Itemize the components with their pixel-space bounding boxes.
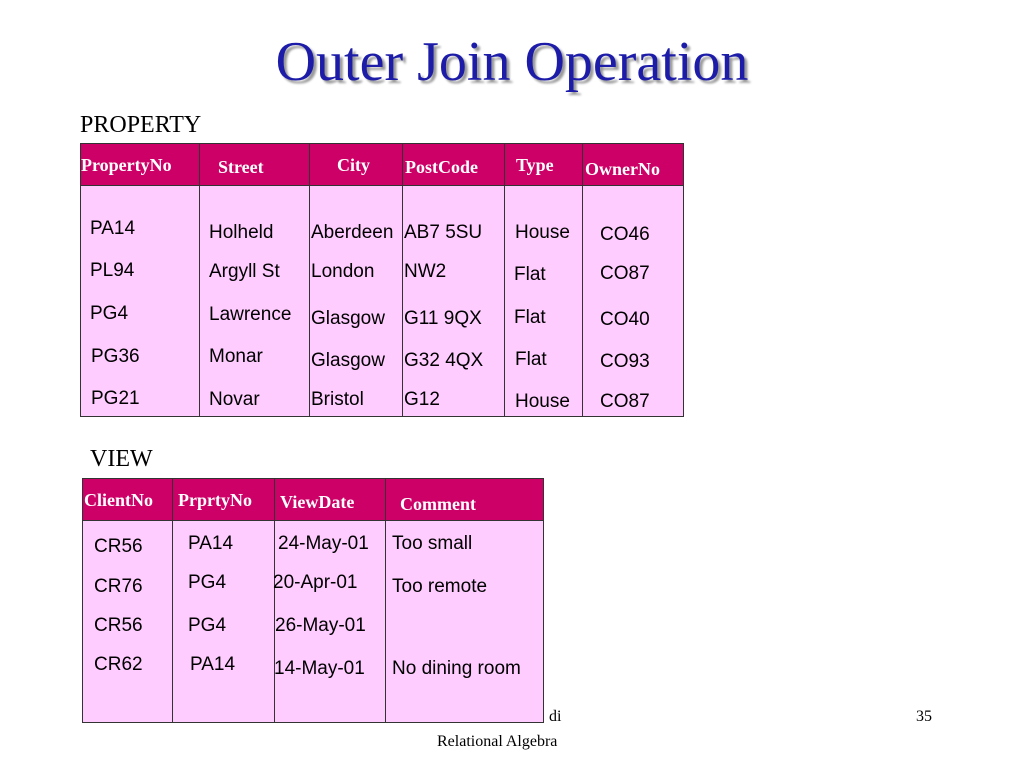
table-cell: PA14: [188, 533, 234, 554]
property-table: [80, 143, 684, 417]
table-cell: CO87: [600, 263, 650, 284]
table-cell: CO40: [600, 309, 650, 330]
table-cell: Glasgow: [311, 350, 385, 371]
table-cell: PG21: [91, 388, 140, 409]
property-col-divider: [199, 143, 200, 417]
footer-title: Relational Algebra: [437, 733, 558, 750]
view-col-divider: [172, 478, 173, 723]
property-col-divider: [309, 143, 310, 417]
table-cell: CO93: [600, 351, 650, 372]
property-caption: PROPERTY: [80, 112, 202, 138]
view-col-divider: [385, 478, 386, 723]
table-cell: PA14: [190, 654, 236, 675]
view-caption: VIEW: [90, 446, 153, 472]
view-table: [82, 478, 544, 723]
table-cell: 14-May-01: [274, 658, 365, 679]
table-cell: Glasgow: [311, 308, 385, 329]
table-cell: CR76: [94, 576, 143, 597]
table-cell: PL94: [90, 260, 135, 281]
table-cell: PG36: [91, 346, 140, 367]
view-header-cell: PrprtyNo: [178, 490, 252, 510]
property-header-cell: PropertyNo: [81, 155, 172, 175]
table-cell: No dining room: [392, 658, 521, 679]
table-cell: Lawrence: [209, 304, 292, 325]
view-col-divider: [274, 478, 275, 723]
table-cell: PG4: [188, 572, 227, 593]
view-header-cell: ViewDate: [280, 492, 355, 512]
table-cell: PG4: [188, 615, 227, 636]
table-cell: CR62: [94, 654, 143, 675]
table-cell: House: [515, 391, 570, 412]
table-cell: NW2: [404, 261, 447, 282]
page-number: 35: [916, 708, 932, 725]
table-cell: CO46: [600, 224, 650, 245]
slide-title: Outer Join Operation: [275, 31, 749, 93]
view-header-cell: Comment: [400, 494, 476, 514]
property-header-cell: Street: [218, 157, 264, 177]
table-cell: Too small: [392, 533, 473, 554]
table-cell: G32 4QX: [404, 350, 484, 371]
table-cell: Flat: [514, 307, 546, 328]
table-cell: Flat: [515, 349, 547, 370]
table-cell: Too remote: [392, 576, 488, 597]
property-col-divider: [402, 143, 403, 417]
table-cell: CR56: [94, 536, 143, 557]
property-col-divider: [504, 143, 505, 417]
table-cell: G12: [404, 389, 440, 410]
table-cell: CR56: [94, 615, 143, 636]
table-cell: House: [515, 222, 570, 243]
table-cell: PA14: [90, 218, 136, 239]
table-cell: Argyll St: [209, 261, 280, 282]
property-col-divider: [582, 143, 583, 417]
table-cell: AB7 5SU: [404, 222, 483, 243]
table-cell: Aberdeen: [311, 222, 394, 243]
table-cell: PG4: [90, 303, 129, 324]
table-cell: Bristol: [311, 389, 364, 410]
table-cell: 24-May-01: [278, 533, 369, 554]
property-header-cell: PostCode: [405, 157, 478, 177]
property-header-cell: Type: [516, 155, 554, 175]
table-cell: Flat: [514, 264, 546, 285]
property-header-cell: OwnerNo: [585, 159, 660, 179]
table-cell: Novar: [209, 389, 260, 410]
view-header-cell: ClientNo: [84, 490, 153, 510]
table-cell: 26-May-01: [275, 615, 366, 636]
table-cell: 20-Apr-01: [273, 572, 358, 593]
property-body: [80, 186, 684, 417]
table-cell: G11 9QX: [404, 308, 482, 329]
table-cell: London: [311, 261, 375, 282]
table-cell: Holheld: [209, 222, 274, 243]
property-header-cell: City: [337, 155, 370, 175]
table-cell: CO87: [600, 391, 650, 412]
footer-fragment: di: [549, 708, 562, 725]
table-cell: Monar: [209, 346, 263, 367]
